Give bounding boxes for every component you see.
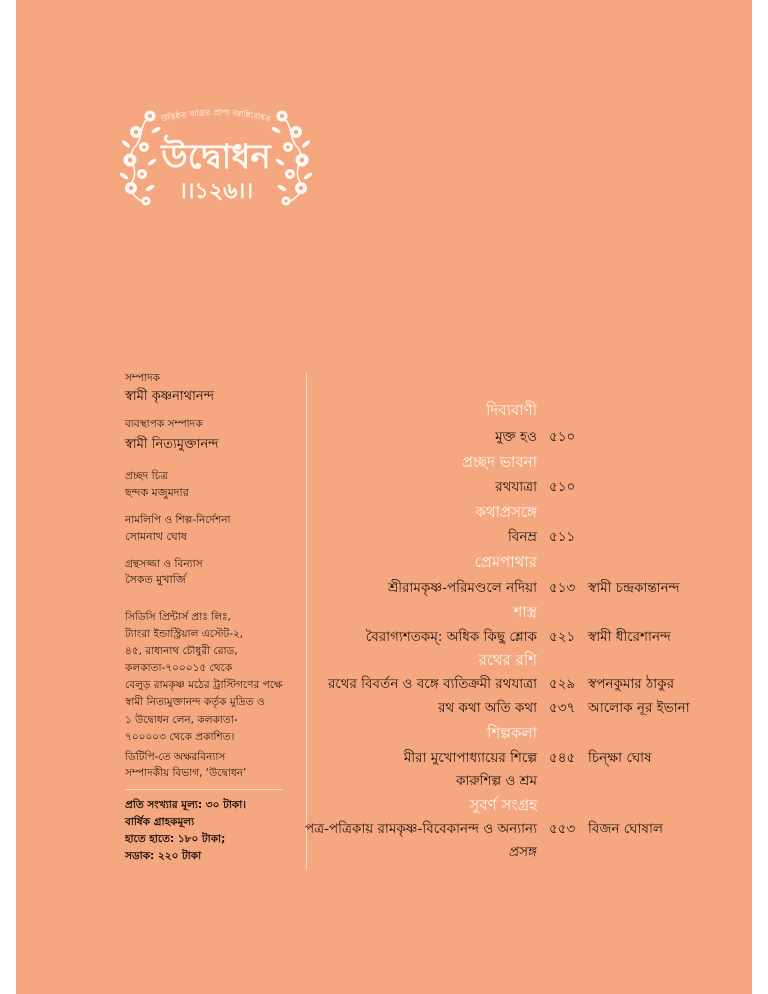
toc-section-heading-row <box>0 400 768 420</box>
lettering-name: সোমনাথ ঘোষ <box>125 530 187 543</box>
toc-entry-title-continued: কারুশিল্প ও শ্রম <box>455 773 537 789</box>
toc-entry-page: ৫১১ <box>549 529 576 545</box>
toc-section-heading: শিল্পকলা <box>487 724 537 742</box>
toc-entry-title: পত্র-পত্রিকায় রামকৃষ্ণ-বিবেকানন্দ ও অন্যান্য <box>304 821 537 837</box>
imprint-line: ১ উদ্বোধন লেন, কলকাতা- <box>125 713 238 726</box>
imprint-line: কলকাতা-৭০০০১৫ থেকে <box>125 662 233 675</box>
toc-section-heading-row <box>0 723 768 743</box>
toc-entry-page: ৫১৩ <box>549 580 576 596</box>
masthead-logo <box>120 100 312 210</box>
toc-entry-page: ৫৩৭ <box>549 700 576 716</box>
toc-entry-title: মুক্ত হও <box>495 429 537 445</box>
dtp-line: সম্পাদকীয় বিভাগ, ‘উদ্বোধন’ <box>125 767 247 779</box>
toc-entry-continued <box>0 843 768 863</box>
toc-entry-author: স্বপনকুমার ঠাকুর <box>588 676 675 692</box>
toc-entry-title: মীরা মুখোপাধ্যায়ের শিল্পে <box>403 750 537 766</box>
toc-entry-title-continued: প্রসঙ্গ <box>509 844 537 860</box>
toc-entry-page: ৫২৯ <box>549 676 576 692</box>
cover-art-name: ছন্দক মজুমদার <box>125 486 189 499</box>
toc-entry-continued <box>0 772 768 792</box>
price-per-issue: প্রতি সংখ্যার মূল্য: ৩০ টাকা। <box>125 799 247 811</box>
toc-section-heading-row <box>0 795 768 815</box>
price-by-hand: হাতে হাতে: ১৮০ টাকা; <box>125 833 226 845</box>
annual-price-label: বার্ষিক গ্রাহকমূল্য <box>125 816 195 828</box>
toc-entry <box>0 820 768 840</box>
editor-name: স্বামী কৃষ্ণনাথানন্দ <box>125 389 215 404</box>
masthead-issue-number: ।।১২৬।। <box>178 179 254 204</box>
lettering-label: নামলিপি ও শিল্প-নির্দেশনা <box>125 514 231 526</box>
toc-entry-author: স্বামী চন্দ্রকান্তানন্দ <box>588 580 680 596</box>
toc-section-heading-row <box>0 602 768 622</box>
toc-entry-author: বিজন ঘোষাল <box>588 821 663 837</box>
toc-entry-page: ৫৫৩ <box>549 821 576 837</box>
toc-entry-page: ৫১০ <box>549 429 576 445</box>
toc-section-heading: সুবর্ণ সংগ্রহ <box>469 796 537 814</box>
floral-ornament-left <box>120 111 161 206</box>
price-by-post: সডাক: ২২০ টাকা <box>125 850 202 862</box>
masthead-motto: উত্তিষ্ঠত জাগ্রত প্রাপ্য বরান্নিবোধত <box>160 107 272 124</box>
book-design-name: সৈকত মুখার্জি <box>125 573 186 586</box>
toc-entry <box>0 628 768 648</box>
toc-section-heading: শাস্ত্র <box>513 603 537 621</box>
toc-entry-title: রথযাত্রা <box>495 479 537 495</box>
managing-editor-label: ব্যবস্থাপক সম্পাদক <box>125 418 203 430</box>
toc-entry <box>0 749 768 769</box>
toc-entry-page: ৫২১ <box>549 629 576 645</box>
toc-entry-title: বৈরাগ্যশতকম্: অধিক কিছু শ্লোক <box>365 629 537 645</box>
toc-section-heading-row <box>0 650 768 670</box>
toc-entry-title: রথ কথা অতি কথা <box>438 700 537 716</box>
imprint-line: বেলুড় রামকৃষ্ণ মঠের ট্রাস্টিগণের পক্ষে <box>125 679 283 692</box>
masthead-title: উদ্বোধন <box>161 137 271 177</box>
toc-entry <box>0 528 768 548</box>
cover-art-label: প্রচ্ছদ চিত্র <box>125 470 169 482</box>
toc-entry-title: শ্রীরামকৃষ্ণ-পরিমণ্ডলে নদিয়া <box>388 580 537 596</box>
masthead-logo-svg <box>120 100 312 210</box>
imprint-line: স্বামী নিত্যমুক্তানন্দ কর্তৃক মুদ্রিত ও <box>125 696 265 709</box>
book-design-label: গ্রন্থসজ্জা ও বিন্যাস <box>125 558 203 570</box>
dtp-line: ডিটিপি-তে অক্ষরবিন্যাস <box>125 751 226 763</box>
toc-entry-page: ৫১০ <box>549 479 576 495</box>
toc-entry-page: ৫৪৫ <box>549 750 576 766</box>
toc-section-heading: প্রচ্ছদ ভাবনা <box>461 453 537 471</box>
toc-entry <box>0 478 768 498</box>
toc-section-heading: রথের রশি <box>478 651 537 669</box>
toc-entry <box>0 675 768 695</box>
toc-entry <box>0 579 768 599</box>
toc-section-heading: দিব্যবাণী <box>486 401 537 419</box>
editor-label: সম্পাদক <box>125 372 161 384</box>
imprint-line: ৭০০০০৩ থেকে প্রকাশিত। <box>125 730 235 743</box>
toc-entry-title: বিনম্র <box>507 529 537 545</box>
toc-entry-author: স্বামী ধীরেশানন্দ <box>588 629 671 645</box>
toc-entry-title: রথের বিবর্তন ও বঙ্গে ব্যতিক্রমী রথযাত্রা <box>327 676 537 692</box>
toc-section-heading-row <box>0 502 768 522</box>
imprint-line: ট্যাংরা ইন্ডাস্ট্রিয়াল এস্টেট-২, <box>125 628 244 641</box>
toc-section-heading-row <box>0 452 768 472</box>
toc-entry-author: আলোক নূর ইভানা <box>588 700 690 716</box>
managing-editor-name: স্বামী নিত্যমুক্তানন্দ <box>125 437 219 452</box>
toc-section-heading: কথাপ্রসঙ্গে <box>475 503 537 521</box>
toc-entry <box>0 699 768 719</box>
toc-section-heading-row <box>0 552 768 572</box>
floral-ornament-right <box>271 111 312 206</box>
imprint-line: সিডিসি প্রিন্টার্স প্রাঃ লিঃ, <box>125 611 231 623</box>
imprint-line: ৪৫, রাধানাথ চৌধুরী রোড, <box>125 645 238 658</box>
toc-section-heading: প্রেমপাথার <box>474 553 537 571</box>
toc-entry <box>0 428 768 448</box>
toc-entry-author: চিন্ক্ষা ঘোষ <box>588 750 652 766</box>
